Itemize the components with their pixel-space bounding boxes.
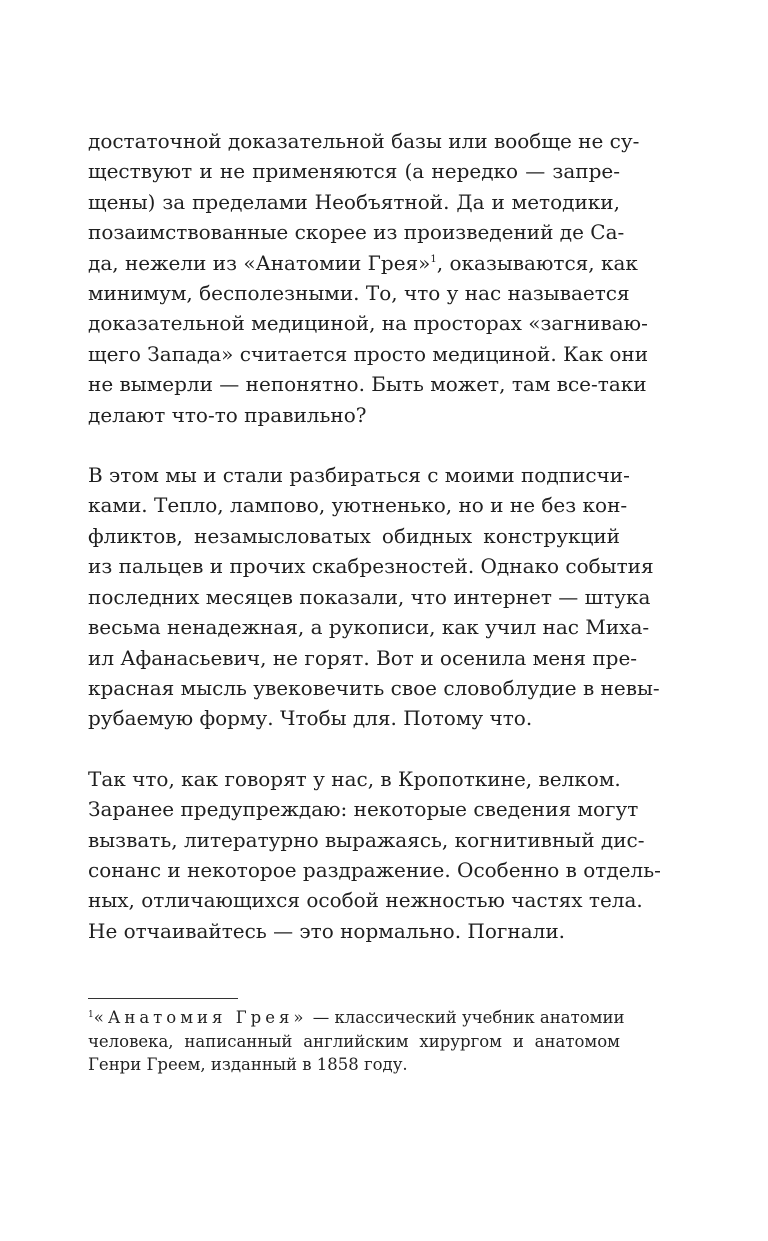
text-line: из пальцев и прочих скабрезностей. Однако события [88,554,654,579]
text-line: Заранее предупреждаю: некоторые сведения могут [88,797,639,822]
footnote-line [88,1006,625,1030]
text-line: рубаемую форму. Чтобы для. Потому что. [88,706,533,731]
footnote-reference[interactable]: 1 [430,253,437,265]
footnote-number: 1 [88,1010,94,1020]
text-line: весьма ненадежная, а рукописи, как учил нас Миха- [88,615,650,640]
text-line: сонанс и некоторое раздражение. Особенно в отдель- [88,857,661,882]
text-line: щены) за пределами Необъятной. Да и методики, [88,189,620,214]
text-line: вызвать, литературно выражаясь, когнитивный дис- [88,827,645,852]
paragraph-3 [88,764,661,946]
paragraph-2 [88,460,660,734]
text-line: ил Афанасьевич, не горят. Вот и осенила меня пре- [88,645,638,670]
footnote-line: Генри Греем, изданный в 1858 году. [88,1055,408,1075]
text-line: минимум, бесполезными. То, что у нас называется [88,281,630,306]
text-line: Не отчаивайтесь — это нормально. Погнали. [88,918,566,943]
text-line: В этом мы и стали разбираться с моими подписчи- [88,463,630,488]
footnote-text: — классический учебник анатомии [307,1008,625,1027]
text-line: фликтов, незамысловатых обидных конструкций [88,523,620,548]
text-line: позаимствованные скорее из произведений де Са- [88,220,625,245]
text-line-with-footnote [88,248,638,278]
text-line: щего Запада» считается просто медициной. Как они [88,341,649,366]
text-line: доказательной медициной, на просторах «загниваю- [88,311,648,336]
text-line: красная мысль увековечить свое словоблудие в невы- [88,675,660,700]
page-body [88,126,661,946]
paragraph-1 [88,126,649,430]
text-fragment: да, нежели из «Анатомии Грея» [88,250,431,275]
text-line: ками. Тепло, лампово, уютненько, но и не без кон- [88,493,628,518]
text-line: ных, отличающихся особой нежностью частях тела. [88,888,643,913]
footnote-line: человека, написанный английским хирургом и анатомом [88,1031,620,1051]
text-line: ществуют и не применяются (а нередко — запре- [88,159,620,184]
footnote [88,1006,625,1077]
text-fragment: , оказываются, как [436,250,638,275]
text-line: последних месяцев показали, что интернет — штука [88,584,651,609]
text-line: Так что, как говорят у нас, в Кропоткине, велком. [88,766,621,791]
text-line: не вымерли — непонятно. Быть может, там все-таки [88,372,647,397]
footnote-title: «Анатомия Грея» [93,1008,308,1027]
text-line: достаточной доказательной базы или вообще не су- [88,129,640,153]
text-line: делают что-то правильно? [88,402,367,427]
footnote-divider [88,998,238,999]
